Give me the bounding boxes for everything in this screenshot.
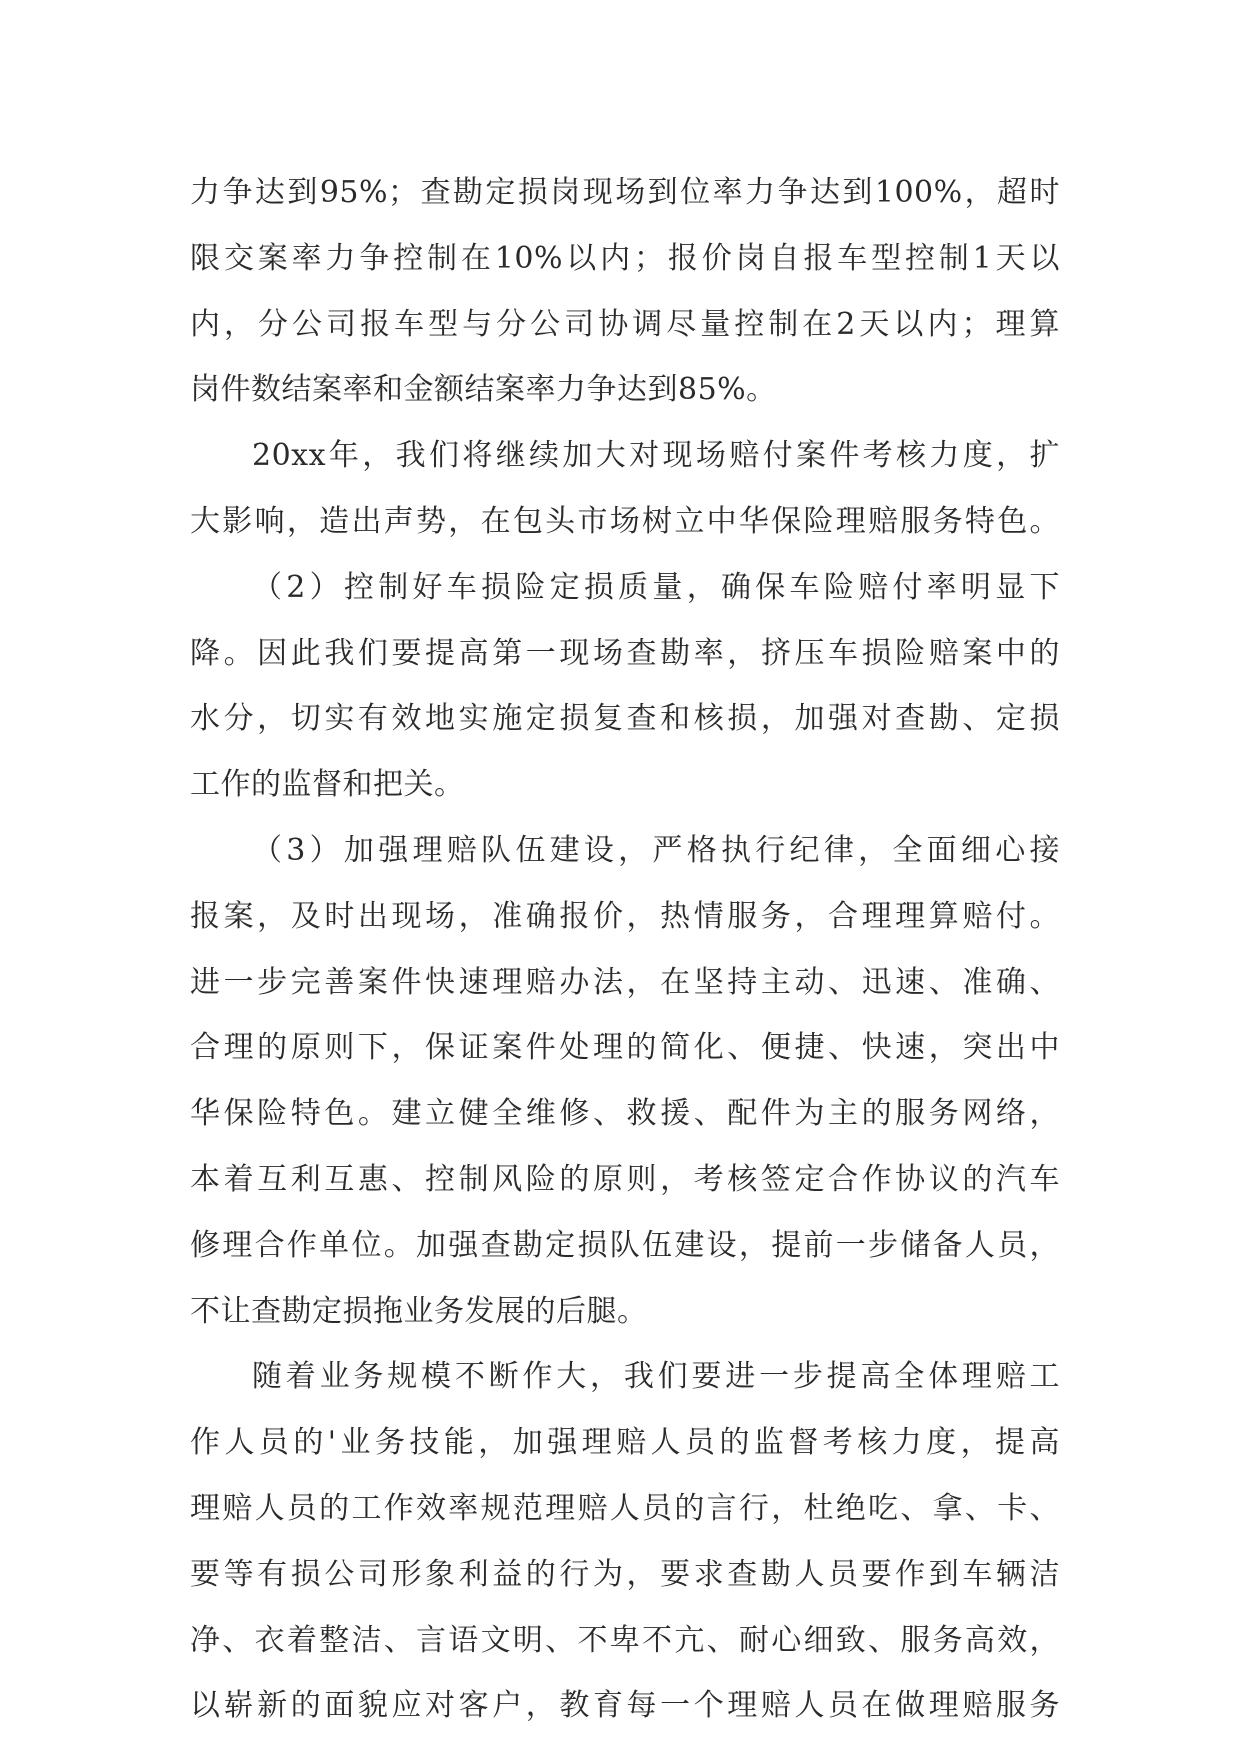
text-line: 以崭新的面貌应对客户，教育每一个理赔人员在做理赔服务	[190, 1688, 1060, 1724]
text-line: 20xx年，我们将继续加大对现场赔付案件考核力度，扩	[252, 438, 1060, 474]
text-line: 不让查勘定损拖业务发展的后腿。	[190, 1293, 648, 1329]
text-line: 岗件数结案率和金额结案率力争达到85%。	[190, 372, 777, 408]
text-line: 大影响，造出声势，在包头市场树立中华保险理赔服务特色。	[190, 503, 1060, 539]
text-line: 力争达到95%；查勘定损岗现场到位率力争达到100%，超时	[190, 175, 1060, 210]
text-line: 合理的原则下，保证案件处理的简化、便捷、快速，突出中	[190, 1030, 1060, 1066]
text-line: （2）控制好车损险定损质量，确保车险赔付率明显下	[252, 569, 1060, 605]
text-line: 随着业务规模不断作大，我们要进一步提高全体理赔工	[252, 1359, 1060, 1395]
text-line: 进一步完善案件快速理赔办法，在坚持主动、迅速、准确、	[190, 964, 1060, 1000]
text-line: （3）加强理赔队伍建设，严格执行纪律，全面细心接	[252, 832, 1060, 868]
text-line: 限交案率力争控制在10%以内；报价岗自报车型控制1天以	[190, 240, 1060, 276]
text-line: 降。因此我们要提高第一现场查勘率，挤压车损险赔案中的	[190, 635, 1060, 671]
text-line: 华保险特色。建立健全维修、救援、配件为主的服务网络，	[190, 1096, 1060, 1132]
document-body	[190, 160, 1060, 1739]
text-line: 工作的监督和把关。	[190, 767, 465, 803]
text-line: 净、衣着整洁、言语文明、不卑不亢、耐心细致、服务高效，	[190, 1622, 1060, 1658]
text-line: 要等有损公司形象利益的行为，要求查勘人员要作到车辆洁	[190, 1556, 1060, 1592]
text-line: 修理合作单位。加强查勘定损队伍建设，提前一步储备人员，	[190, 1227, 1060, 1263]
text-line: 内，分公司报车型与分公司协调尽量控制在2天以内；理算	[190, 306, 1060, 342]
text-line: 作人员的'业务技能，加强理赔人员的监督考核力度，提高	[190, 1425, 1060, 1461]
text-line: 水分，切实有效地实施定损复查和核损，加强对查勘、定损	[190, 701, 1060, 737]
text-line: 本着互利互惠、控制风险的原则，考核签定合作协议的汽车	[190, 1161, 1060, 1197]
text-line: 报案，及时出现场，准确报价，热情服务，合理理算赔付。	[190, 898, 1060, 934]
text-line: 理赔人员的工作效率规范理赔人员的言行，杜绝吃、拿、卡、	[190, 1490, 1060, 1526]
